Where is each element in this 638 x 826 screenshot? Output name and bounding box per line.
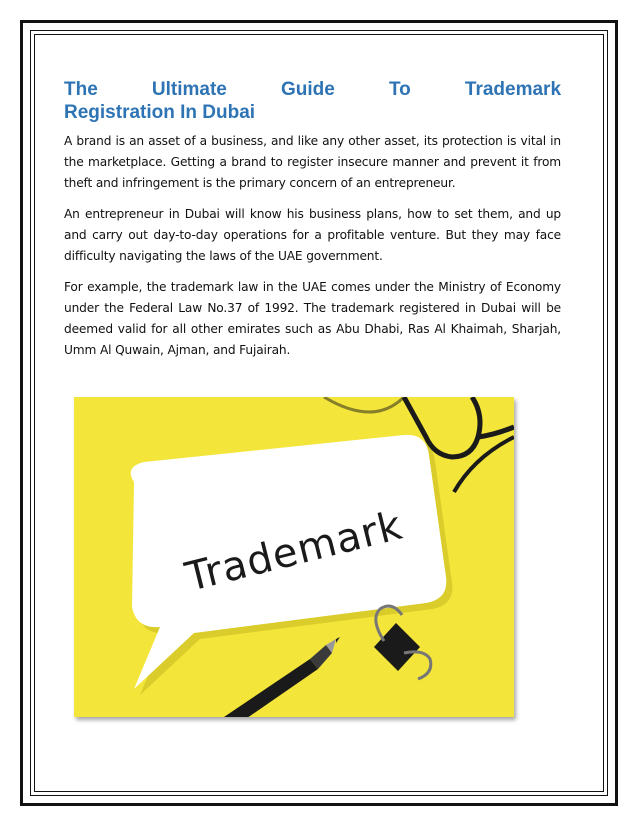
paragraph-3: For example, the trademark law in the UAE comes under the Ministry of Economy under the Federal Law No.37 of 1992. The trademark registered in Dubai will be deemed valid for all other emirates such as Abu Dhabi, Ras Al Khaimah, Sharjah, Umm Al Quwain, Ajman, and Fujairah. — [64, 280, 561, 357]
title-line-2: Registration In Dubai — [64, 102, 256, 123]
trademark-illustration-svg — [74, 397, 514, 717]
paragraph-1: A brand is an asset of a business, and like any other asset, its protection is vital in the marketplace. Getting a brand to register insecure manner and prevent it from theft and infringement is the primary concern of an entrepreneur. — [64, 134, 561, 190]
trademark-illustration — [74, 397, 514, 717]
bubble-trademark-text: Trademark — [181, 502, 408, 601]
document-title — [64, 78, 561, 124]
paragraph-2: An entrepreneur in Dubai will know his business plans, how to set them, and up and carry out day-to-day operations for a profitable venture. But they may face difficulty navigating the laws of the UAE government. — [64, 207, 561, 263]
document-body — [64, 78, 561, 371]
title-line-1: The Ultimate Guide To Trademark — [64, 79, 562, 100]
